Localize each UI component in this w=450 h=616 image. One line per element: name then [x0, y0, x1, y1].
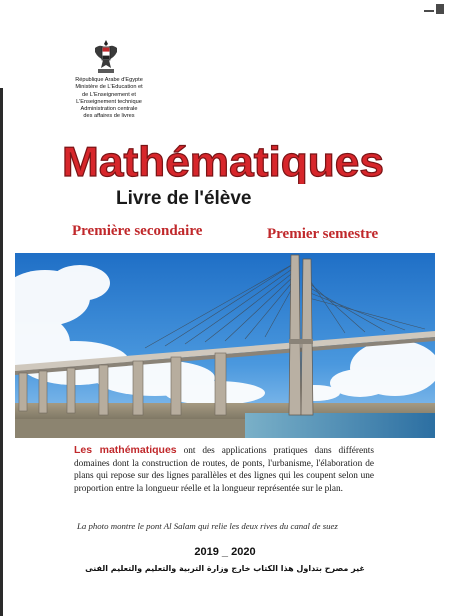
- ministry-line: Ministère de L'Education et: [75, 84, 143, 91]
- corner-mark: [436, 4, 444, 14]
- ministry-line: des affaires de livres: [83, 113, 135, 120]
- ministry-block: [62, 77, 156, 121]
- book-title: [58, 138, 388, 184]
- ministry-line: Administration centrale: [80, 106, 138, 113]
- description-body: ont des applications pratiques dans différents domaines dont la construction de routes, de ponts, l'urbanisme, l'élaboration de plans qui repose sur des lignes parallèles et des lignes qui les coupent selon une proportion entre la longueur réelle et la longueur représentée sur le plan.: [74, 446, 374, 494]
- ministry-line: République Arabe d'Egypte: [75, 77, 143, 83]
- book-subtitle: Livre de l'élève: [116, 188, 252, 209]
- egypt-eagle-emblem-icon: [92, 38, 120, 76]
- ministry-line: L'Enseignement technique: [76, 98, 142, 105]
- book-title-text: Mathématiques: [62, 138, 384, 184]
- grade-label: Première secondaire: [72, 223, 203, 239]
- distribution-notice: غير مصرح بتداول هذا الكتاب خارج وزارة التربية والتعليم والتعليم الفنى: [85, 564, 365, 573]
- ministry-line: de L'Enseignement et: [82, 91, 136, 98]
- photo-caption: La photo montre le pont Al Salam qui relie les deux rives du canal de suez: [77, 521, 338, 531]
- semester-label: Premier semestre: [267, 226, 379, 242]
- description-paragraph: [74, 444, 374, 495]
- description-lead: Les mathématiques: [74, 444, 177, 456]
- school-year: 2019 _ 2020: [194, 546, 256, 558]
- bridge-photo: [15, 253, 435, 438]
- page-edge: [0, 88, 3, 616]
